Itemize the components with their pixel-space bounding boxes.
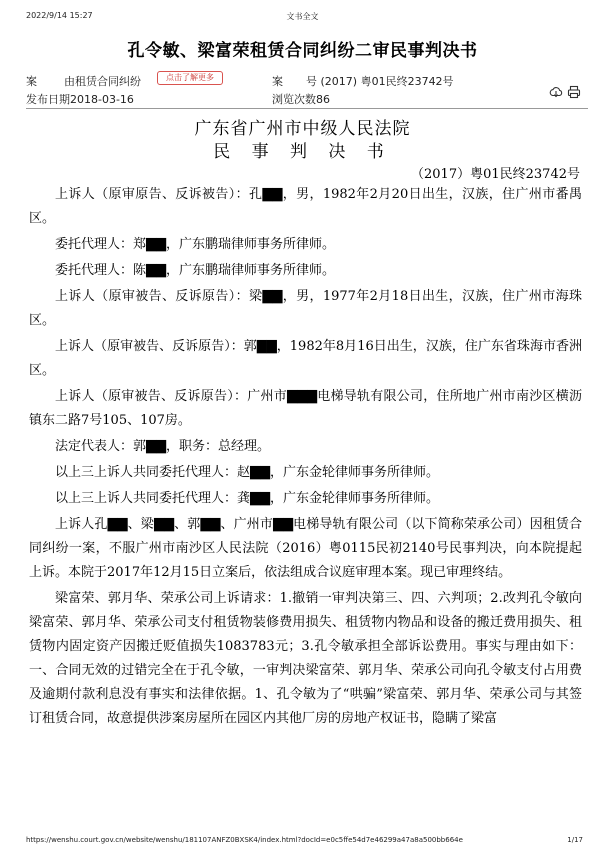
- court-name: 广东省广州市中级人民法院: [194, 119, 411, 139]
- publish-date: 发布日期2018-03-16: [26, 93, 134, 106]
- learn-more-badge[interactable]: 点击了解更多: [157, 71, 223, 85]
- cause-value: 由租赁合同纠纷: [64, 75, 141, 88]
- party-paragraph: 上诉人（原审原告、反诉被告）：孔▇▇，男，1982年2月20日出生，汉族，住广州市番禺区。: [29, 187, 582, 226]
- cause-label: 案: [26, 75, 37, 88]
- party-paragraph: 上诉人（原审被告、反诉原告）：梁▇▇，男，1977年2月18日出生，汉族，住广州市海珠区。: [29, 289, 582, 328]
- party-paragraph: 以上三上诉人共同委托代理人：龚▇▇，广东金轮律师事务所律师。: [55, 491, 439, 506]
- party-paragraph: 上诉人（原审被告、反诉原告）：郭▇▇，1982年8月16日出生，汉族，住广东省珠海市香洲区。: [29, 339, 582, 378]
- print-timestamp: 2022/9/14 15:27: [26, 11, 93, 20]
- print-header-title: 文书全文: [286, 12, 319, 21]
- party-paragraph: 法定代表人：郭▇▇，职务：总经理。: [55, 439, 270, 454]
- party-paragraph: 上诉人（原审被告、反诉原告）：广州市▇▇▇电梯导轨有限公司，住所地广州市南沙区横沥镇东二路7号105、107房。: [29, 389, 582, 428]
- party-paragraph: 以上三上诉人共同委托代理人：赵▇▇，广东金轮律师事务所律师。: [55, 465, 439, 480]
- case-summary-paragraph: 上诉人孔▇▇、梁▇▇、郭▇▇、广州市▇▇电梯导轨有限公司（以下简称荣承公司）因租赁合同纠纷一案，不服广州市南沙区人民法院（2016）粤0115民初2140号民事判决，向本院提起上诉。本院于2017年12月15日立案后，依法组成合议庭审理本案。现已审理终结。: [29, 517, 582, 580]
- header-divider: [26, 108, 588, 109]
- case-number-label: 案: [272, 75, 283, 88]
- view-count: 浏览次数86: [272, 93, 330, 106]
- document-number: （2017）粤01民终23742号: [411, 167, 580, 182]
- download-icon[interactable]: [549, 84, 563, 98]
- case-title: 孔令敏、梁富荣租赁合同纠纷二审民事判决书: [127, 41, 478, 61]
- party-paragraph: 委托代理人：陈▇▇，广东鹏瑞律师事务所律师。: [55, 263, 335, 278]
- appeal-request-paragraph: 梁富荣、郭月华、荣承公司上诉请求：1.撤销一审判决第三、四、六判项；2.改判孔令敏向梁富荣、郭月华、荣承公司支付租赁物装修费用损失、租赁物内物品和设备的搬迁费用损失、租赁物内固定资产因搬迁贬值损失1083783元；3.孔令敏承担全部诉讼费用。事实与理由如下：一、合同无效的过错完全在于孔令敏，一审判决梁富荣、郭月华、荣承公司向孔令敏支付占用费及逾期付款利息没有事实和法律依据。1、孔令敏为了“哄骗”梁富荣、郭月华、荣承公司与其签订租赁合同，故意提供涉案房屋所在园区内其他厂房的房地产权证书，隐瞒了梁富: [29, 591, 582, 726]
- print-icon[interactable]: [567, 84, 581, 98]
- party-paragraph: 委托代理人：郑▇▇，广东鹏瑞律师事务所律师。: [55, 237, 335, 252]
- judgment-body: [29, 183, 582, 733]
- case-number-value: 号 (2017) 粤01民终23742号: [306, 75, 454, 88]
- page-number: 1/17: [567, 836, 583, 844]
- source-url: https://wenshu.court.gov.cn/website/wenshu/181107ANFZ0BXSK4/index.html?docId=e0c5ffe54d7e46299a47a8a500bb664e: [26, 836, 463, 844]
- document-type: 民 事 判 决 书: [213, 142, 392, 162]
